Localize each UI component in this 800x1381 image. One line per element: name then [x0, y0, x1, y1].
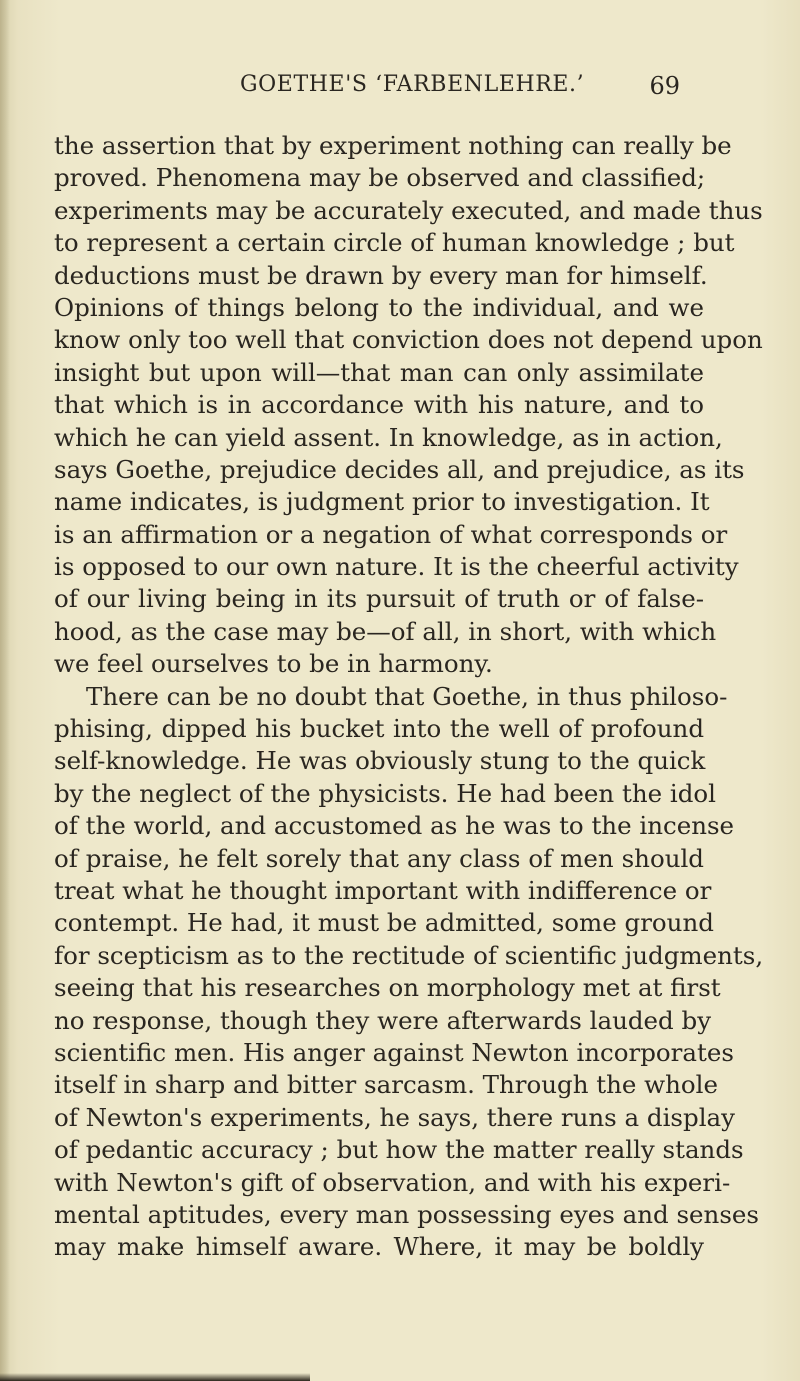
page-number: 69: [649, 72, 680, 100]
text-line: Opinions of things belong to the individual, and we: [54, 292, 704, 322]
text-line: mental aptitudes, every man possessing eyes and senses: [54, 1199, 759, 1229]
text-line: of our living being in its pursuit of truth or of false-: [54, 584, 704, 614]
text-line: insight but upon will—that man can only assimilate: [54, 357, 704, 387]
text-line: experiments may be accurately executed, and made thus: [54, 195, 763, 225]
text-line: with Newton's gift of observation, and with his experi-: [54, 1167, 731, 1197]
text-line: no response, though they were afterwards lauded by: [54, 1005, 712, 1035]
text-line: the assertion that by experiment nothing can really be: [54, 131, 732, 160]
text-line: to represent a certain circle of human knowledge ; but: [54, 228, 735, 258]
text-line: proved. Phenomena may be observed and classified;: [54, 163, 706, 193]
text-line: know only too well that conviction does not depend upon: [54, 325, 763, 355]
text-line: of Newton's experiments, he says, there runs a display: [54, 1102, 735, 1132]
running-head: GOETHE'S ‘FARBENLEHRE.’: [240, 72, 585, 97]
text-line: for scepticism as to the rectitude of scientific judgments,: [54, 940, 764, 970]
page-header: [240, 72, 680, 112]
text-line: which he can yield assent. In knowledge, as in action,: [54, 422, 723, 452]
text-line: is opposed to our own nature. It is the cheerful activity: [54, 552, 739, 582]
text-line: phising, dipped his bucket into the well of profound: [54, 714, 704, 744]
text-line: of the world, and accustomed as he was to the incense: [54, 811, 735, 841]
text-line: contempt. He had, it must be admitted, some ground: [54, 908, 714, 938]
text-line: of praise, he felt sorely that any class of men should: [54, 843, 704, 873]
text-line: that which is in accordance with his nature, and to: [54, 390, 704, 420]
gutter-shadow: [0, 0, 10, 1381]
paragraph-end-line: we feel ourselves to be in harmony.: [54, 649, 493, 679]
page-bottom-edge: [0, 1373, 310, 1381]
text-line: itself in sharp and bitter sarcasm. Through the whole: [54, 1070, 719, 1100]
text-line: may make himself aware. Where, it may be boldly: [54, 1232, 704, 1262]
text-line: says Goethe, prejudice decides all, and prejudice, as its: [54, 454, 745, 484]
text-line: hood, as the case may be—of all, in short, with which: [54, 616, 717, 646]
text-line: seeing that his researches on morphology met at first: [54, 973, 721, 1003]
paragraph-start-line: There can be no doubt that Goethe, in thus philoso-: [86, 681, 728, 711]
text-line: of pedantic accuracy ; but how the matter really stands: [54, 1135, 744, 1165]
text-line: is an affirmation or a negation of what corresponds or: [54, 519, 728, 549]
text-line: deductions must be drawn by every man for himself.: [54, 260, 708, 290]
text-line: treat what he thought important with indifference or: [54, 875, 712, 905]
text-line: by the neglect of the physicists. He had been the idol: [54, 778, 717, 808]
text-line: name indicates, is judgment prior to investigation. It: [54, 487, 710, 517]
body-text: [54, 130, 764, 1264]
text-line: scientific men. His anger against Newton incorporates: [54, 1037, 734, 1067]
text-line: self-knowledge. He was obviously stung to the quick: [54, 746, 706, 776]
